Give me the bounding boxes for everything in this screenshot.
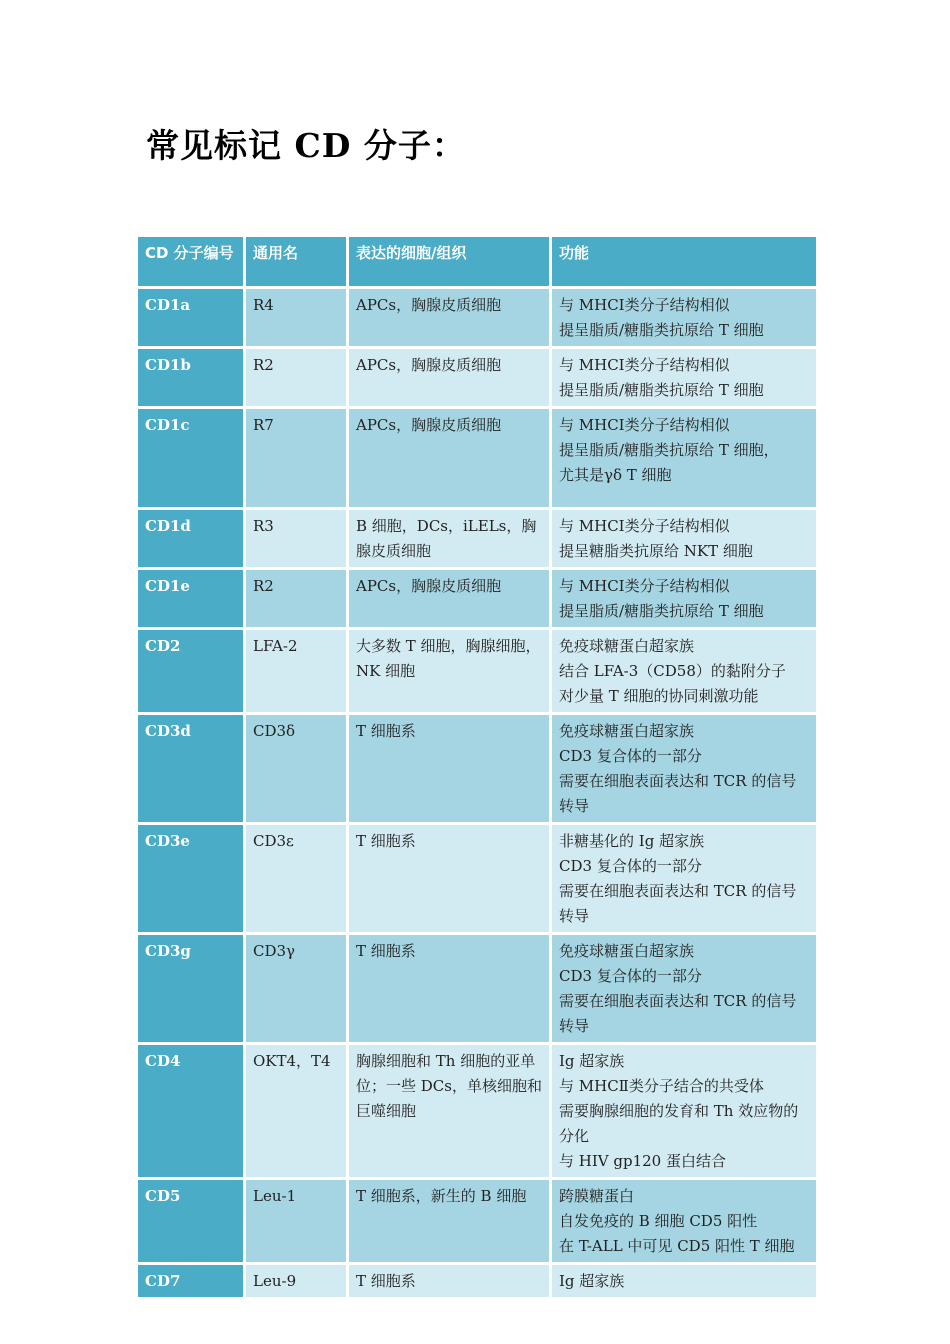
table-row: [138, 349, 816, 409]
expressing-cells-cell: T 细胞系: [349, 935, 549, 1045]
expressing-cells-cell: T 细胞系: [349, 715, 549, 825]
function-cell: [552, 409, 816, 510]
cd-id-cell: CD1e: [138, 570, 243, 630]
function-line: 结合 LFA-3（CD58）的黏附分子: [559, 662, 786, 680]
table-row: [138, 409, 816, 510]
function-cell: [552, 935, 816, 1045]
common-name-cell: LFA-2: [246, 630, 346, 715]
function-line: 自发免疫的 B 细胞 CD5 阳性: [559, 1212, 758, 1230]
expressing-cells-cell: APCs，胸腺皮质细胞: [349, 349, 549, 409]
function-cell: [552, 1045, 816, 1180]
function-cell: [552, 825, 816, 935]
function-line: 需要在细胞表面表达和 TCR 的信号转导: [559, 992, 797, 1035]
function-cell: [552, 349, 816, 409]
function-line: CD3 复合体的一部分: [559, 967, 702, 985]
function-line: 与 MHCⅠ类分子结构相似: [559, 577, 730, 595]
function-line: 与 MHCⅡ类分子结合的共受体: [559, 1077, 764, 1095]
cd-id-cell: CD1a: [138, 289, 243, 349]
header-expressing-cells: 表达的细胞/组织: [349, 237, 549, 289]
function-line: 对少量 T 细胞的协同刺激功能: [559, 687, 759, 705]
function-line: 免疫球糖蛋白超家族: [559, 637, 695, 655]
function-cell: [552, 570, 816, 630]
function-line: CD3 复合体的一部分: [559, 857, 702, 875]
function-cell: [552, 630, 816, 715]
table-row: [138, 825, 816, 935]
function-line: 提呈脂质/糖脂类抗原给 T 细胞，: [559, 441, 779, 459]
header-function: 功能: [552, 237, 816, 289]
function-line: Ig 超家族: [559, 1272, 625, 1290]
table-row: [138, 1045, 816, 1180]
cd-id-cell: CD3g: [138, 935, 243, 1045]
expressing-cells-cell: APCs，胸腺皮质细胞: [349, 409, 549, 510]
header-common-name: 通用名: [246, 237, 346, 289]
cd-id-cell: CD3e: [138, 825, 243, 935]
expressing-cells-cell: APCs，胸腺皮质细胞: [349, 289, 549, 349]
function-line: 需要在细胞表面表达和 TCR 的信号转导: [559, 882, 797, 925]
table-row: [138, 630, 816, 715]
expressing-cells-cell: APCs，胸腺皮质细胞: [349, 570, 549, 630]
table-header-row: [138, 237, 816, 289]
function-line: 提呈脂质/糖脂类抗原给 T 细胞: [559, 602, 764, 620]
cd-id-cell: CD4: [138, 1045, 243, 1180]
function-cell: [552, 1180, 816, 1265]
common-name-cell: OKT4，T4: [246, 1045, 346, 1180]
expressing-cells-cell: T 细胞系: [349, 1265, 549, 1300]
table-row: [138, 289, 816, 349]
common-name-cell: CD3ε: [246, 825, 346, 935]
function-line: Ig 超家族: [559, 1052, 625, 1070]
function-line: 提呈脂质/糖脂类抗原给 T 细胞: [559, 321, 764, 339]
function-line: 提呈脂质/糖脂类抗原给 T 细胞: [559, 381, 764, 399]
cd-id-cell: CD1d: [138, 510, 243, 570]
function-line: 需要在细胞表面表达和 TCR 的信号转导: [559, 772, 797, 815]
expressing-cells-cell: T 细胞系: [349, 825, 549, 935]
common-name-cell: R4: [246, 289, 346, 349]
function-line: 免疫球糖蛋白超家族: [559, 942, 695, 960]
table-row: [138, 935, 816, 1045]
expressing-cells-cell: 胸腺细胞和 Th 细胞的亚单位；一些 DCs，单核细胞和巨噬细胞: [349, 1045, 549, 1180]
function-line: 尤其是γδ T 细胞: [559, 466, 672, 484]
page-title: 常见标记 CD 分子：: [146, 126, 466, 165]
function-cell: [552, 715, 816, 825]
function-line: 提呈糖脂类抗原给 NKT 细胞: [559, 542, 753, 560]
expressing-cells-cell: 大多数 T 细胞，胸腺细胞，NK 细胞: [349, 630, 549, 715]
function-line: 跨膜糖蛋白: [559, 1187, 635, 1205]
cd-molecule-table: [135, 237, 819, 1300]
cd-id-cell: CD1b: [138, 349, 243, 409]
common-name-cell: Leu-9: [246, 1265, 346, 1300]
common-name-cell: Leu-1: [246, 1180, 346, 1265]
function-line: 与 MHCⅠ类分子结构相似: [559, 296, 730, 314]
function-line: 与 MHCⅠ类分子结构相似: [559, 517, 730, 535]
function-line: 需要胸腺细胞的发育和 Th 效应物的分化: [559, 1102, 799, 1145]
table-row: [138, 1180, 816, 1265]
common-name-cell: R2: [246, 570, 346, 630]
function-line: 免疫球糖蛋白超家族: [559, 722, 695, 740]
function-line: 在 T-ALL 中可见 CD5 阳性 T 细胞: [559, 1237, 795, 1255]
header-cd-id: CD 分子编号: [138, 237, 243, 289]
cd-id-cell: CD2: [138, 630, 243, 715]
cd-id-cell: CD1c: [138, 409, 243, 510]
table-row: [138, 715, 816, 825]
table-row: [138, 510, 816, 570]
table-row: [138, 570, 816, 630]
function-line: 与 MHCⅠ类分子结构相似: [559, 416, 730, 434]
function-line: 与 MHCⅠ类分子结构相似: [559, 356, 730, 374]
function-line: 非糖基化的 Ig 超家族: [559, 832, 705, 850]
expressing-cells-cell: T 细胞系，新生的 B 细胞: [349, 1180, 549, 1265]
function-line: 与 HIV gp120 蛋白结合: [559, 1152, 726, 1170]
common-name-cell: R7: [246, 409, 346, 510]
common-name-cell: R2: [246, 349, 346, 409]
common-name-cell: CD3δ: [246, 715, 346, 825]
function-cell: [552, 289, 816, 349]
function-line: CD3 复合体的一部分: [559, 747, 702, 765]
cd-id-cell: CD7: [138, 1265, 243, 1300]
common-name-cell: CD3γ: [246, 935, 346, 1045]
cd-id-cell: CD3d: [138, 715, 243, 825]
expressing-cells-cell: B 细胞，DCs，iLELs，胸腺皮质细胞: [349, 510, 549, 570]
cd-id-cell: CD5: [138, 1180, 243, 1265]
function-cell: [552, 510, 816, 570]
table-row: [138, 1265, 816, 1300]
function-cell: [552, 1265, 816, 1300]
common-name-cell: R3: [246, 510, 346, 570]
